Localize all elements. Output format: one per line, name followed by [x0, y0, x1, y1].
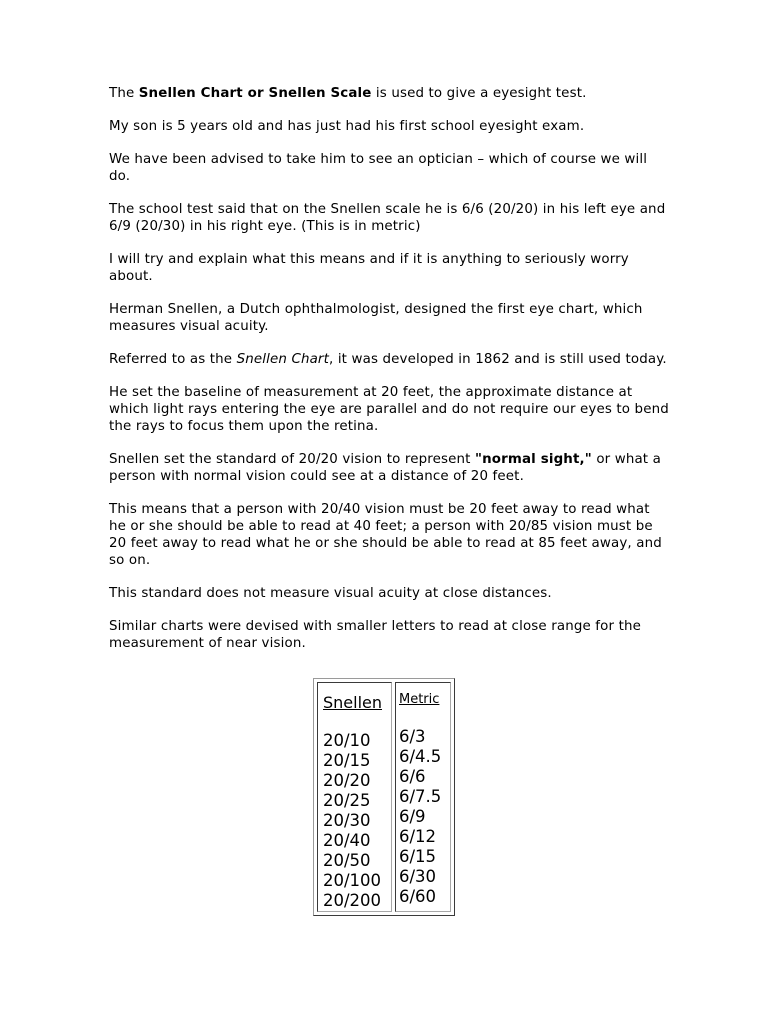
metric-value: 6/60 [399, 887, 437, 906]
snellen-value: 20/100 [323, 871, 382, 890]
snellen-value: 20/15 [323, 751, 371, 770]
snellen-value: 20/30 [323, 811, 371, 830]
snellen-metric-table [313, 678, 455, 916]
paragraph-near-vision: Similar charts were devised with smaller letters to read at close range for the measurement of near vision. [109, 619, 641, 651]
snellen-value: 20/10 [323, 731, 371, 750]
document-body [109, 85, 669, 668]
snellen-column [317, 682, 392, 912]
snellen-value: 20/50 [323, 851, 371, 870]
metric-value: 6/12 [399, 827, 437, 846]
snellen-chart-italic: Snellen Chart [236, 352, 329, 367]
paragraph-school-test: The school test said that on the Snellen scale he is 6/6 (20/20) in his left eye and 6/9 (20/30) in his right eye. (This is in metric) [109, 202, 666, 234]
snellen-value: 20/25 [323, 791, 371, 810]
metric-value: 6/7.5 [399, 787, 442, 806]
snellen-chart-term: Snellen Chart or Snellen Scale [138, 86, 372, 101]
snellen-values [323, 731, 381, 911]
metric-value: 6/4.5 [399, 747, 442, 766]
metric-value: 6/3 [399, 727, 426, 746]
snellen-value: 20/40 [323, 831, 371, 850]
metric-header: Metric [399, 692, 440, 707]
paragraph-explain: I will try and explain what this means and if it is anything to seriously worry about. [109, 252, 629, 284]
metric-value: 6/9 [399, 807, 426, 826]
normal-sight-term: "normal sight," [474, 452, 592, 467]
metric-value: 6/6 [399, 767, 426, 786]
paragraph-son-exam: My son is 5 years old and has just had his first school eyesight exam. [109, 119, 585, 134]
snellen-value: 20/200 [323, 891, 382, 910]
paragraph-close-distance: This standard does not measure visual acuity at close distances. [109, 586, 552, 601]
paragraph-standard: Snellen set the standard of 20/20 vision to represent "normal sight," or what a person with normal vision could see at a distance of 20 feet. [109, 452, 661, 484]
paragraph-intro: The Snellen Chart or Snellen Scale is used to give a eyesight test. [109, 86, 587, 101]
metric-values [399, 727, 441, 907]
metric-column [395, 682, 451, 912]
metric-value: 6/15 [399, 847, 437, 866]
paragraph-baseline: He set the baseline of measurement at 20 feet, the approximate distance at which light rays entering the eye are parallel and do not require our eyes to bend the rays to focus them upon the retina. [109, 385, 669, 434]
paragraph-optician: We have been advised to take him to see an optician – which of course we will do. [109, 152, 648, 184]
metric-value: 6/30 [399, 867, 437, 886]
paragraph-referred: Referred to as the Snellen Chart, it was developed in 1862 and is still used today. [109, 352, 667, 367]
snellen-value: 20/20 [323, 771, 371, 790]
paragraph-herman-snellen: Herman Snellen, a Dutch ophthalmologist, designed the first eye chart, which measures visual acuity. [109, 302, 643, 334]
snellen-header: Snellen [323, 693, 383, 712]
paragraph-meaning: This means that a person with 20/40 vision must be 20 feet away to read what he or she should be able to read at 40 feet; a person with 20/85 vision must be 20 feet away to read what he or she should be able to read at 85 feet away, and so on. [109, 502, 662, 568]
